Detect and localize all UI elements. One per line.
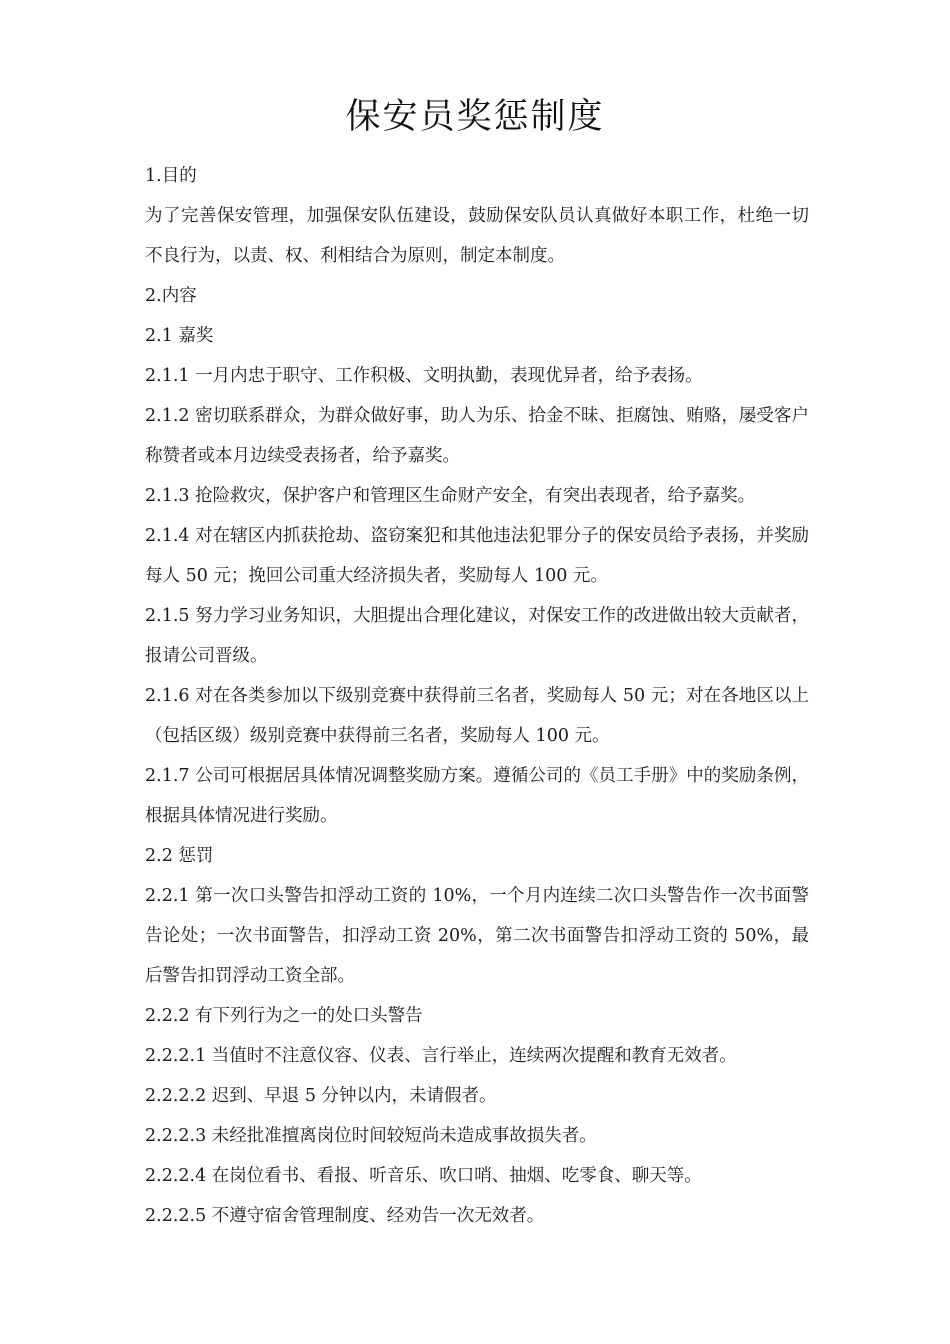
clause-2-2-2-1: 2.2.2.1 当值时不注意仪容、仪表、言行举止，连续两次提醒和教育无效者。	[145, 1046, 737, 1066]
document-title: 保安员奖惩制度	[345, 97, 605, 137]
section-heading-purpose: 1.目的	[145, 166, 197, 186]
paragraph-purpose: 为了完善保安管理，加强保安队伍建设，鼓励保安队员认真做好本职工作，杜绝一切不良行为，以责、权、利相结合为原则，制定本制度。	[145, 206, 809, 266]
clause-2-1-6: 2.1.6 对在各类参加以下级别竞赛中获得前三名者，奖励每人 50 元；对在各地区以上（包括区级）级别竞赛中获得前三名者，奖励每人 100 元。	[145, 686, 809, 746]
subsection-heading-rewards: 2.1 嘉奖	[145, 326, 214, 346]
subsection-heading-penalties: 2.2 惩罚	[145, 846, 214, 866]
clause-2-2-2-5: 2.2.2.5 不遵守宿舍管理制度、经劝告一次无效者。	[145, 1206, 545, 1226]
clause-2-1-7: 2.1.7 公司可根据居具体情况调整奖励方案。遵循公司的《员工手册》中的奖励条例，根据具体情况进行奖励。	[145, 766, 809, 826]
section-heading-content: 2.内容	[145, 286, 197, 306]
clause-2-1-1: 2.1.1 一月内忠于职守、工作积极、文明执勤，表现优异者，给予表扬。	[145, 366, 703, 386]
clause-2-1-5: 2.1.5 努力学习业务知识，大胆提出合理化建议，对保安工作的改进做出较大贡献者，报请公司晋级。	[145, 606, 809, 666]
clause-2-2-1: 2.2.1 第一次口头警告扣浮动工资的 10%，一个月内连续二次口头警告作一次书面警告论处；一次书面警告，扣浮动工资 20%，第二次书面警告扣浮动工资的 50%，最后警告扣罚浮动工资全部。	[145, 886, 809, 986]
clause-2-1-3: 2.1.3 抢险救灾，保护客户和管理区生命财产安全，有突出表现者，给予嘉奖。	[145, 486, 756, 506]
document-body	[145, 156, 809, 1236]
clause-2-2-2-3: 2.2.2.3 未经批准擅离岗位时间较短尚未造成事故损失者。	[145, 1126, 597, 1146]
clause-2-2-2-2: 2.2.2.2 迟到、早退 5 分钟以内，未请假者。	[145, 1086, 497, 1106]
clause-2-2-2: 2.2.2 有下列行为之一的处口头警告	[145, 1006, 423, 1026]
clause-2-1-2: 2.1.2 密切联系群众，为群众做好事，助人为乐、拾金不昧、拒腐蚀、贿赂，屡受客户称赞者或本月边续受表扬者，给予嘉奖。	[145, 406, 809, 466]
clause-2-1-4: 2.1.4 对在辖区内抓获抢劫、盗窃案犯和其他违法犯罪分子的保安员给予表扬，并奖励每人 50 元；挽回公司重大经济损失者，奖励每人 100 元。	[145, 526, 809, 586]
clause-2-2-2-4: 2.2.2.4 在岗位看书、看报、听音乐、吹口哨、抽烟、吃零食、聊天等。	[145, 1166, 702, 1186]
